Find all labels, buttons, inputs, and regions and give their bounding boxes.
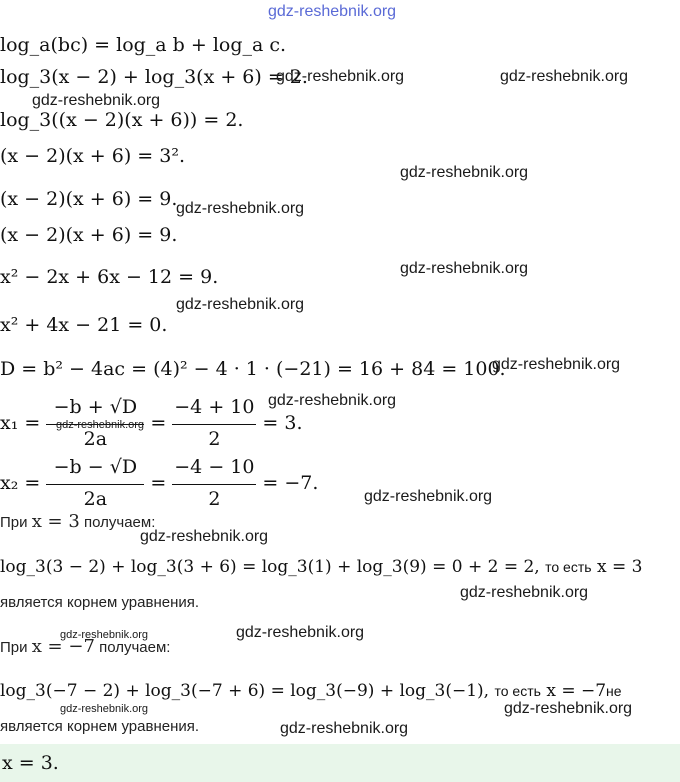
fraction xyxy=(46,455,144,513)
check2-conclusion: является корнем уравнения. xyxy=(0,718,200,735)
watermark: gdz-reshebnik.org xyxy=(400,164,529,181)
root-x1-line xyxy=(0,394,303,452)
watermark: gdz-reshebnik.org xyxy=(56,419,145,431)
x2-label: x₂ = xyxy=(0,472,41,494)
watermark: gdz-reshebnik.org xyxy=(176,296,305,313)
check1-line xyxy=(0,556,642,578)
math-inline: x = −7 xyxy=(31,636,95,657)
answer-text: x = 3. xyxy=(2,752,59,774)
watermark: gdz-reshebnik.org xyxy=(268,392,397,409)
watermark: gdz-reshebnik.org xyxy=(60,703,149,715)
fraction-bar xyxy=(172,424,256,425)
formula-log-product: log_a(bc) = log_a b + log_a c. xyxy=(0,34,287,56)
equation-line: (x − 2)(x + 6) = 3². xyxy=(0,145,185,167)
text: то есть xyxy=(545,559,592,575)
watermark: gdz-reshebnik.org xyxy=(280,720,409,737)
x1-label: x₁ = xyxy=(0,412,41,434)
check2-intro xyxy=(0,637,170,658)
text: получаем: xyxy=(84,514,156,531)
denominator: 2a xyxy=(83,488,108,510)
result: = −7. xyxy=(262,472,319,494)
numerator: −b − √D xyxy=(53,456,138,478)
discriminant-line: D = b² − 4ac = (4)² − 4 · 1 · (−21) = 16 + 84 = 100. xyxy=(0,358,506,380)
check1-intro xyxy=(0,512,155,533)
denominator: 2 xyxy=(208,488,221,510)
watermark: gdz-reshebnik.org xyxy=(400,260,529,277)
fraction-bar xyxy=(46,484,144,485)
equation-line: log_3((x − 2)(x + 6)) = 2. xyxy=(0,109,244,131)
check2-line xyxy=(0,680,622,702)
denominator: 2 xyxy=(208,428,221,450)
text: При xyxy=(0,639,28,656)
text: то есть xyxy=(494,683,541,699)
math-inline: x = 3 xyxy=(31,511,80,532)
check2-expression: log_3(−7 − 2) + log_3(−7 + 6) = log_3(−9) + log_3(−1), xyxy=(0,681,490,701)
watermark: gdz-reshebnik.org xyxy=(32,92,161,109)
check1-expression: log_3(3 − 2) + log_3(3 + 6) = log_3(1) + log_3(9) = 0 + 2 = 2, xyxy=(0,557,540,577)
numerator: −b + √D xyxy=(53,396,138,418)
fraction xyxy=(172,395,256,453)
text: не xyxy=(606,683,622,699)
math-inline: x = −7 xyxy=(546,681,607,701)
watermark: gdz-reshebnik.org xyxy=(364,488,493,505)
equation-line: (x − 2)(x + 6) = 9. xyxy=(0,224,178,246)
text: При xyxy=(0,514,28,531)
equation-line: x² + 4x − 21 = 0. xyxy=(0,314,168,336)
equation-line: x² − 2x + 6x − 12 = 9. xyxy=(0,266,219,288)
watermark: gdz-reshebnik.org xyxy=(60,629,149,641)
watermark: gdz-reshebnik.org xyxy=(176,200,305,217)
denominator: 2a xyxy=(83,428,108,450)
equation-line: log_3(x − 2) + log_3(x + 6) = 2. xyxy=(0,66,308,88)
watermark: gdz-reshebnik.org xyxy=(500,68,629,85)
watermark: gdz-reshebnik.org xyxy=(276,68,405,85)
watermark: gdz-reshebnik.org xyxy=(492,356,621,373)
answer-box xyxy=(0,744,680,782)
check1-conclusion: является корнем уравнения. xyxy=(0,594,200,611)
numerator: −4 + 10 xyxy=(174,396,255,418)
fraction xyxy=(172,455,256,513)
text: получаем: xyxy=(99,639,171,656)
watermark: gdz-reshebnik.org xyxy=(236,624,365,641)
math-inline: x = 3 xyxy=(596,557,643,577)
watermark: gdz-reshebnik.org xyxy=(268,3,397,20)
watermark: gdz-reshebnik.org xyxy=(140,528,269,545)
watermark: gdz-reshebnik.org xyxy=(504,700,633,717)
watermark: gdz-reshebnik.org xyxy=(460,584,589,601)
equals-sign: = xyxy=(150,412,167,434)
fraction-bar xyxy=(172,484,256,485)
equation-line: (x − 2)(x + 6) = 9. xyxy=(0,188,178,210)
equals-sign: = xyxy=(150,472,167,494)
root-x2-line xyxy=(0,454,318,512)
result: = 3. xyxy=(262,412,303,434)
numerator: −4 − 10 xyxy=(174,456,255,478)
